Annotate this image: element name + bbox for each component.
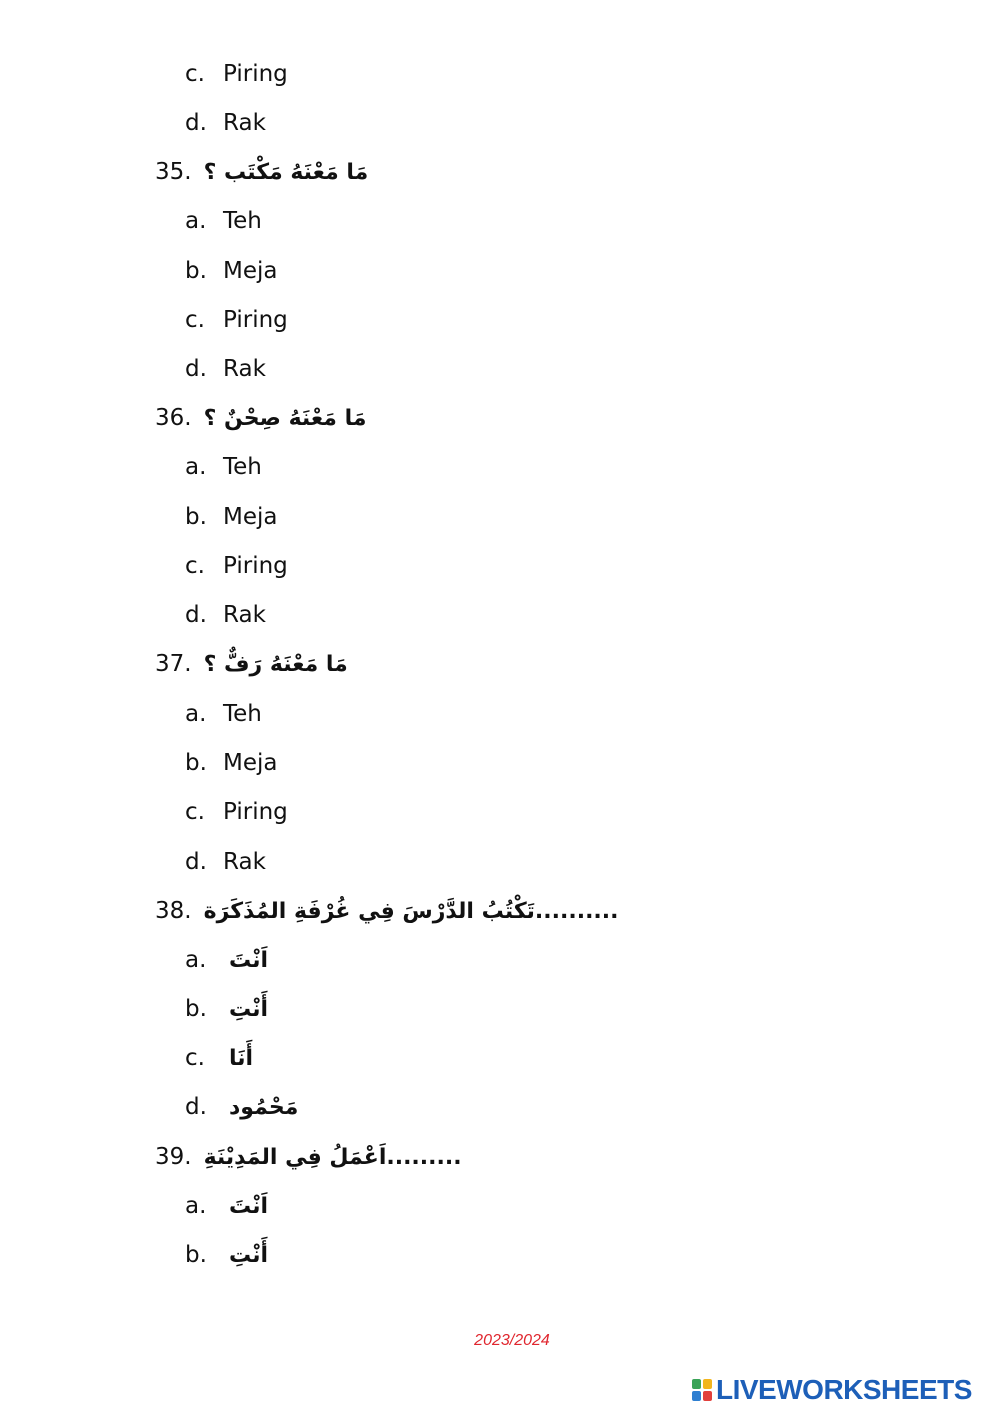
question-35 — [155, 152, 368, 192]
option-letter: d. — [185, 602, 207, 628]
footer-year: 2023/2024 — [474, 1332, 550, 1349]
liveworksheets-brand[interactable] — [692, 1372, 972, 1408]
option-letter: a. — [185, 701, 207, 727]
question-38 — [155, 891, 619, 931]
option-letter: c. — [185, 799, 205, 825]
option-row[interactable] — [185, 743, 277, 783]
brand-text: LIVEWORKSHEETS — [716, 1374, 972, 1405]
option-letter: a. — [185, 947, 207, 973]
option-text: Rak — [223, 356, 266, 382]
question-37 — [155, 644, 348, 684]
question-text: .........اَعْمَلُ فِي المَدِيْنَةِ — [203, 1145, 462, 1170]
option-letter: c. — [185, 61, 205, 87]
option-text: Rak — [223, 110, 266, 136]
question-number: 35. — [155, 159, 192, 185]
option-row[interactable] — [185, 349, 266, 389]
option-row[interactable] — [185, 792, 288, 832]
option-letter: b. — [185, 258, 207, 284]
option-text: أَنَا — [229, 1046, 254, 1071]
question-36 — [155, 398, 366, 438]
question-text: مَا مَعْنَهُ صِحْنٌ ؟ — [203, 406, 367, 431]
option-letter: b. — [185, 504, 207, 530]
option-row[interactable] — [185, 595, 266, 635]
question-39 — [155, 1137, 462, 1177]
option-text: Piring — [223, 307, 288, 333]
option-row[interactable] — [185, 842, 266, 882]
option-text: Teh — [223, 701, 262, 727]
option-text: Meja — [223, 750, 278, 776]
option-row[interactable] — [185, 447, 262, 487]
option-letter: d. — [185, 1094, 207, 1120]
option-text: Meja — [223, 504, 278, 530]
option-row[interactable] — [185, 54, 288, 94]
question-text: مَا مَعْنَهُ رَفٌّ ؟ — [203, 652, 348, 677]
option-letter: d. — [185, 849, 207, 875]
option-letter: a. — [185, 1193, 207, 1219]
option-text: Piring — [223, 61, 288, 87]
option-row[interactable] — [185, 940, 268, 980]
option-row[interactable] — [185, 989, 268, 1029]
option-text: Piring — [223, 799, 288, 825]
option-row[interactable] — [185, 300, 288, 340]
option-letter: b. — [185, 996, 207, 1022]
option-letter: d. — [185, 110, 207, 136]
option-letter: b. — [185, 1242, 207, 1268]
option-row[interactable] — [185, 103, 266, 143]
option-letter: d. — [185, 356, 207, 382]
option-letter: c. — [185, 307, 205, 333]
option-text: Meja — [223, 258, 278, 284]
option-text: اَنْتَ — [229, 1194, 269, 1219]
option-row[interactable] — [185, 1186, 268, 1226]
question-number: 37. — [155, 651, 192, 677]
option-letter: a. — [185, 454, 207, 480]
option-text: Teh — [223, 454, 262, 480]
option-row[interactable] — [185, 546, 288, 586]
question-text: مَا مَعْنَهُ مَكْتَب ؟ — [203, 160, 369, 185]
option-row[interactable] — [185, 1087, 298, 1127]
option-letter: b. — [185, 750, 207, 776]
option-row[interactable] — [185, 497, 277, 537]
option-row[interactable] — [185, 694, 262, 734]
option-text: Rak — [223, 849, 266, 875]
option-row[interactable] — [185, 251, 277, 291]
option-letter: c. — [185, 553, 205, 579]
option-row[interactable] — [185, 1235, 268, 1275]
option-text: Piring — [223, 553, 288, 579]
option-text: اَنْتَ — [229, 948, 269, 973]
option-letter: c. — [185, 1045, 205, 1071]
question-number: 38. — [155, 898, 192, 924]
option-text: Rak — [223, 602, 266, 628]
option-text: Teh — [223, 208, 262, 234]
option-text: أَنْتِ — [229, 1243, 269, 1268]
question-number: 39. — [155, 1144, 192, 1170]
option-row[interactable] — [185, 201, 262, 241]
question-number: 36. — [155, 405, 192, 431]
option-row[interactable] — [185, 1038, 253, 1078]
option-text: مَحْمُود — [229, 1095, 299, 1120]
option-letter: a. — [185, 208, 207, 234]
question-text: ..........تَكْتُبُ الدَّرْسَ فِي غُرْفَةِ المُذَكَرَة — [203, 899, 619, 924]
liveworksheets-logo-icon — [692, 1379, 712, 1401]
option-text: أَنْتِ — [229, 997, 269, 1022]
